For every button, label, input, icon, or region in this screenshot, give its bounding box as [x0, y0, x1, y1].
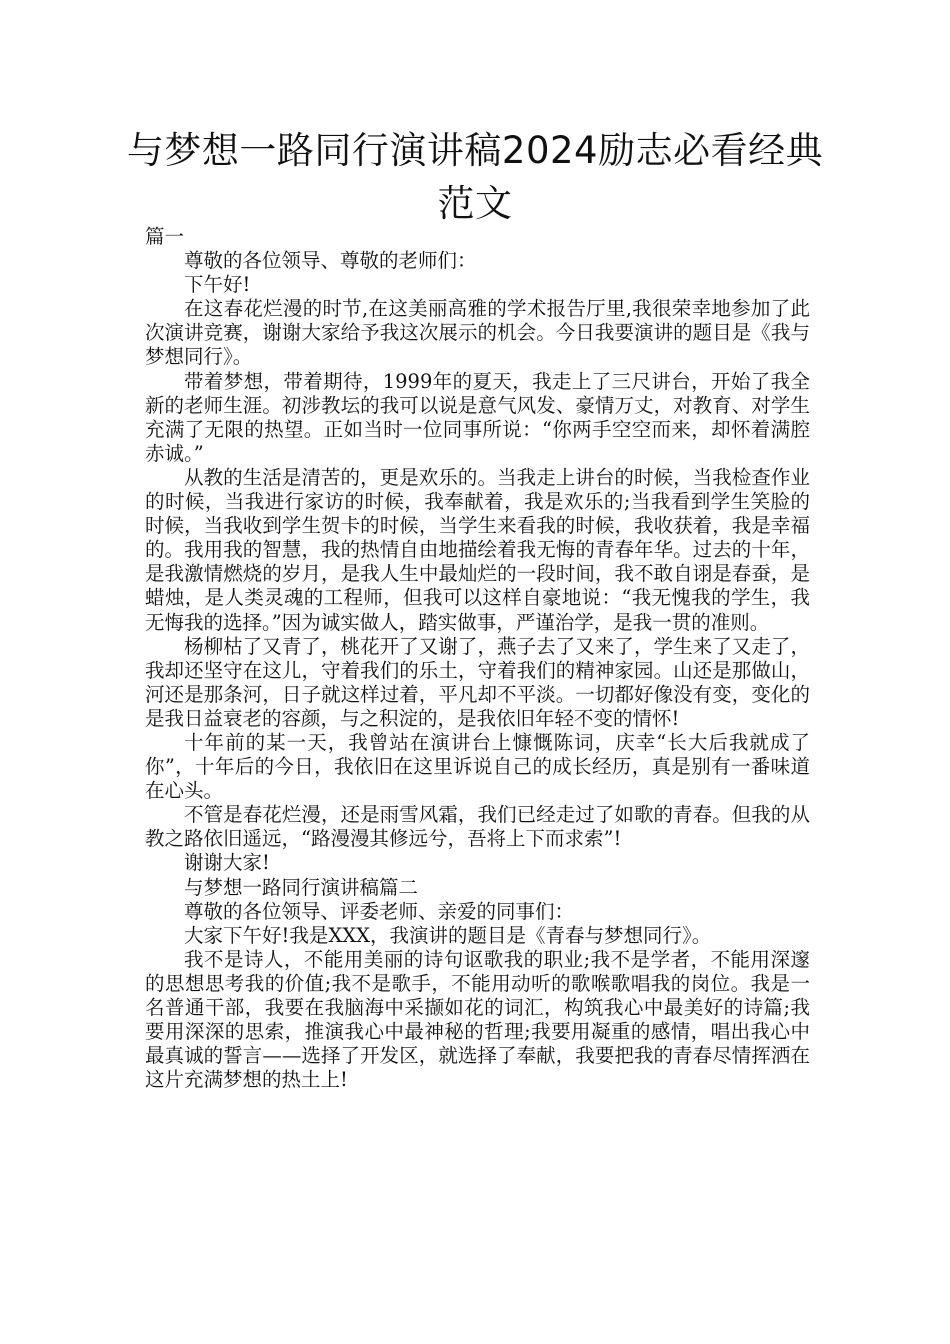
paragraph: 谢谢大家!: [184, 851, 270, 875]
paragraph: 带着梦想，带着期待，1999年的夏天，我走上了三尺讲台，开始了我全新的老师生涯。初涉教坛的我可以说是意气风发、豪情万丈，对教育、对学生充满了无限的热望。正如当时一位同事所说：“你两手空空而来，却怀着满腔赤诚。”: [145, 369, 810, 465]
paragraph: 杨柳枯了又青了，桃花开了又谢了，燕子去了又来了，学生来了又走了，我却还坚守在这儿，守着我们的乐土，守着我们的精神家园。山还是那做山，河还是那条河，日子就这样过着，平凡却不平淡。一切都好像没有变，变化的是我日益衰老的容颜，与之积淀的，是我依旧年轻不变的情怀!: [145, 634, 810, 730]
document-title: 与梦想一路同行演讲稿2024励志必看经典范文: [126, 129, 824, 225]
paragraph: 不管是春花烂漫，还是雨雪风霜，我们已经走过了如歌的青春。但我的从教之路依旧遥远，“路漫漫其修远兮，吾将上下而求索”!: [145, 803, 810, 851]
paragraph: 尊敬的各位领导、评委老师、亲爱的同事们：: [184, 899, 575, 923]
paragraph: 在这春花烂漫的时节,在这美丽高雅的学术报告厅里,我很荣幸地参加了此次演讲竞赛，谢谢大家给予我这次展示的机会。今日我要演讲的题目是《我与梦想同行》。: [145, 297, 810, 369]
document-body: [145, 225, 810, 1092]
paragraph: 与梦想一路同行演讲稿篇二: [184, 875, 419, 899]
paragraph: 十年前的某一天，我曾站在演讲台上慷慨陈词，庆幸“长大后我就成了你”，十年后的今日，我依旧在这里诉说自己的成长经历，真是别有一番味道在心头。: [145, 730, 810, 803]
paragraph: 尊敬的各位领导、尊敬的老师们：: [184, 249, 477, 273]
paragraph: 我不是诗人，不能用美丽的诗句讴歌我的职业;我不是学者，不能用深邃的思想思考我的价值;我不是歌手，不能用动听的歌喉歌唱我的岗位。我是一名普通干部，我要在我脑海中采撷如花的词汇，构筑我心中最美好的诗篇;我要用深深的思索，推演我心中最神秘的哲理;我要用凝重的感情，唱出我心中最真诚的誓言——选择了开发区，就选择了奉献，我要把我的青春尽情挥洒在这片充满梦想的热土上!: [145, 947, 810, 1092]
paragraph: 篇一: [145, 225, 185, 248]
paragraph: 从教的生活是清苦的，更是欢乐的。当我走上讲台的时候，当我检查作业的时候，当我进行家访的时候，我奉献着，我是欢乐的;当我看到学生笑脸的时候，当我收到学生贺卡的时候，当学生来看我的时候，我收获着，我是幸福的。我用我的智慧，我的热情自由地描绘着我无悔的青春年华。过去的十年，是我激情燃烧的岁月，是我人生中最灿烂的一段时间，我不敢自诩是春蚕，是蜡烛，是人类灵魂的工程师，但我可以这样自豪地说：“我无愧我的学生，我无悔我的选择。”因为诚实做人，踏实做事，严谨治学，是我一贯的准则。: [145, 465, 810, 634]
paragraph: 下午好!: [184, 273, 251, 297]
paragraph: 大家下午好!我是XXX，我演讲的题目是《青春与梦想同行》。: [184, 923, 712, 947]
